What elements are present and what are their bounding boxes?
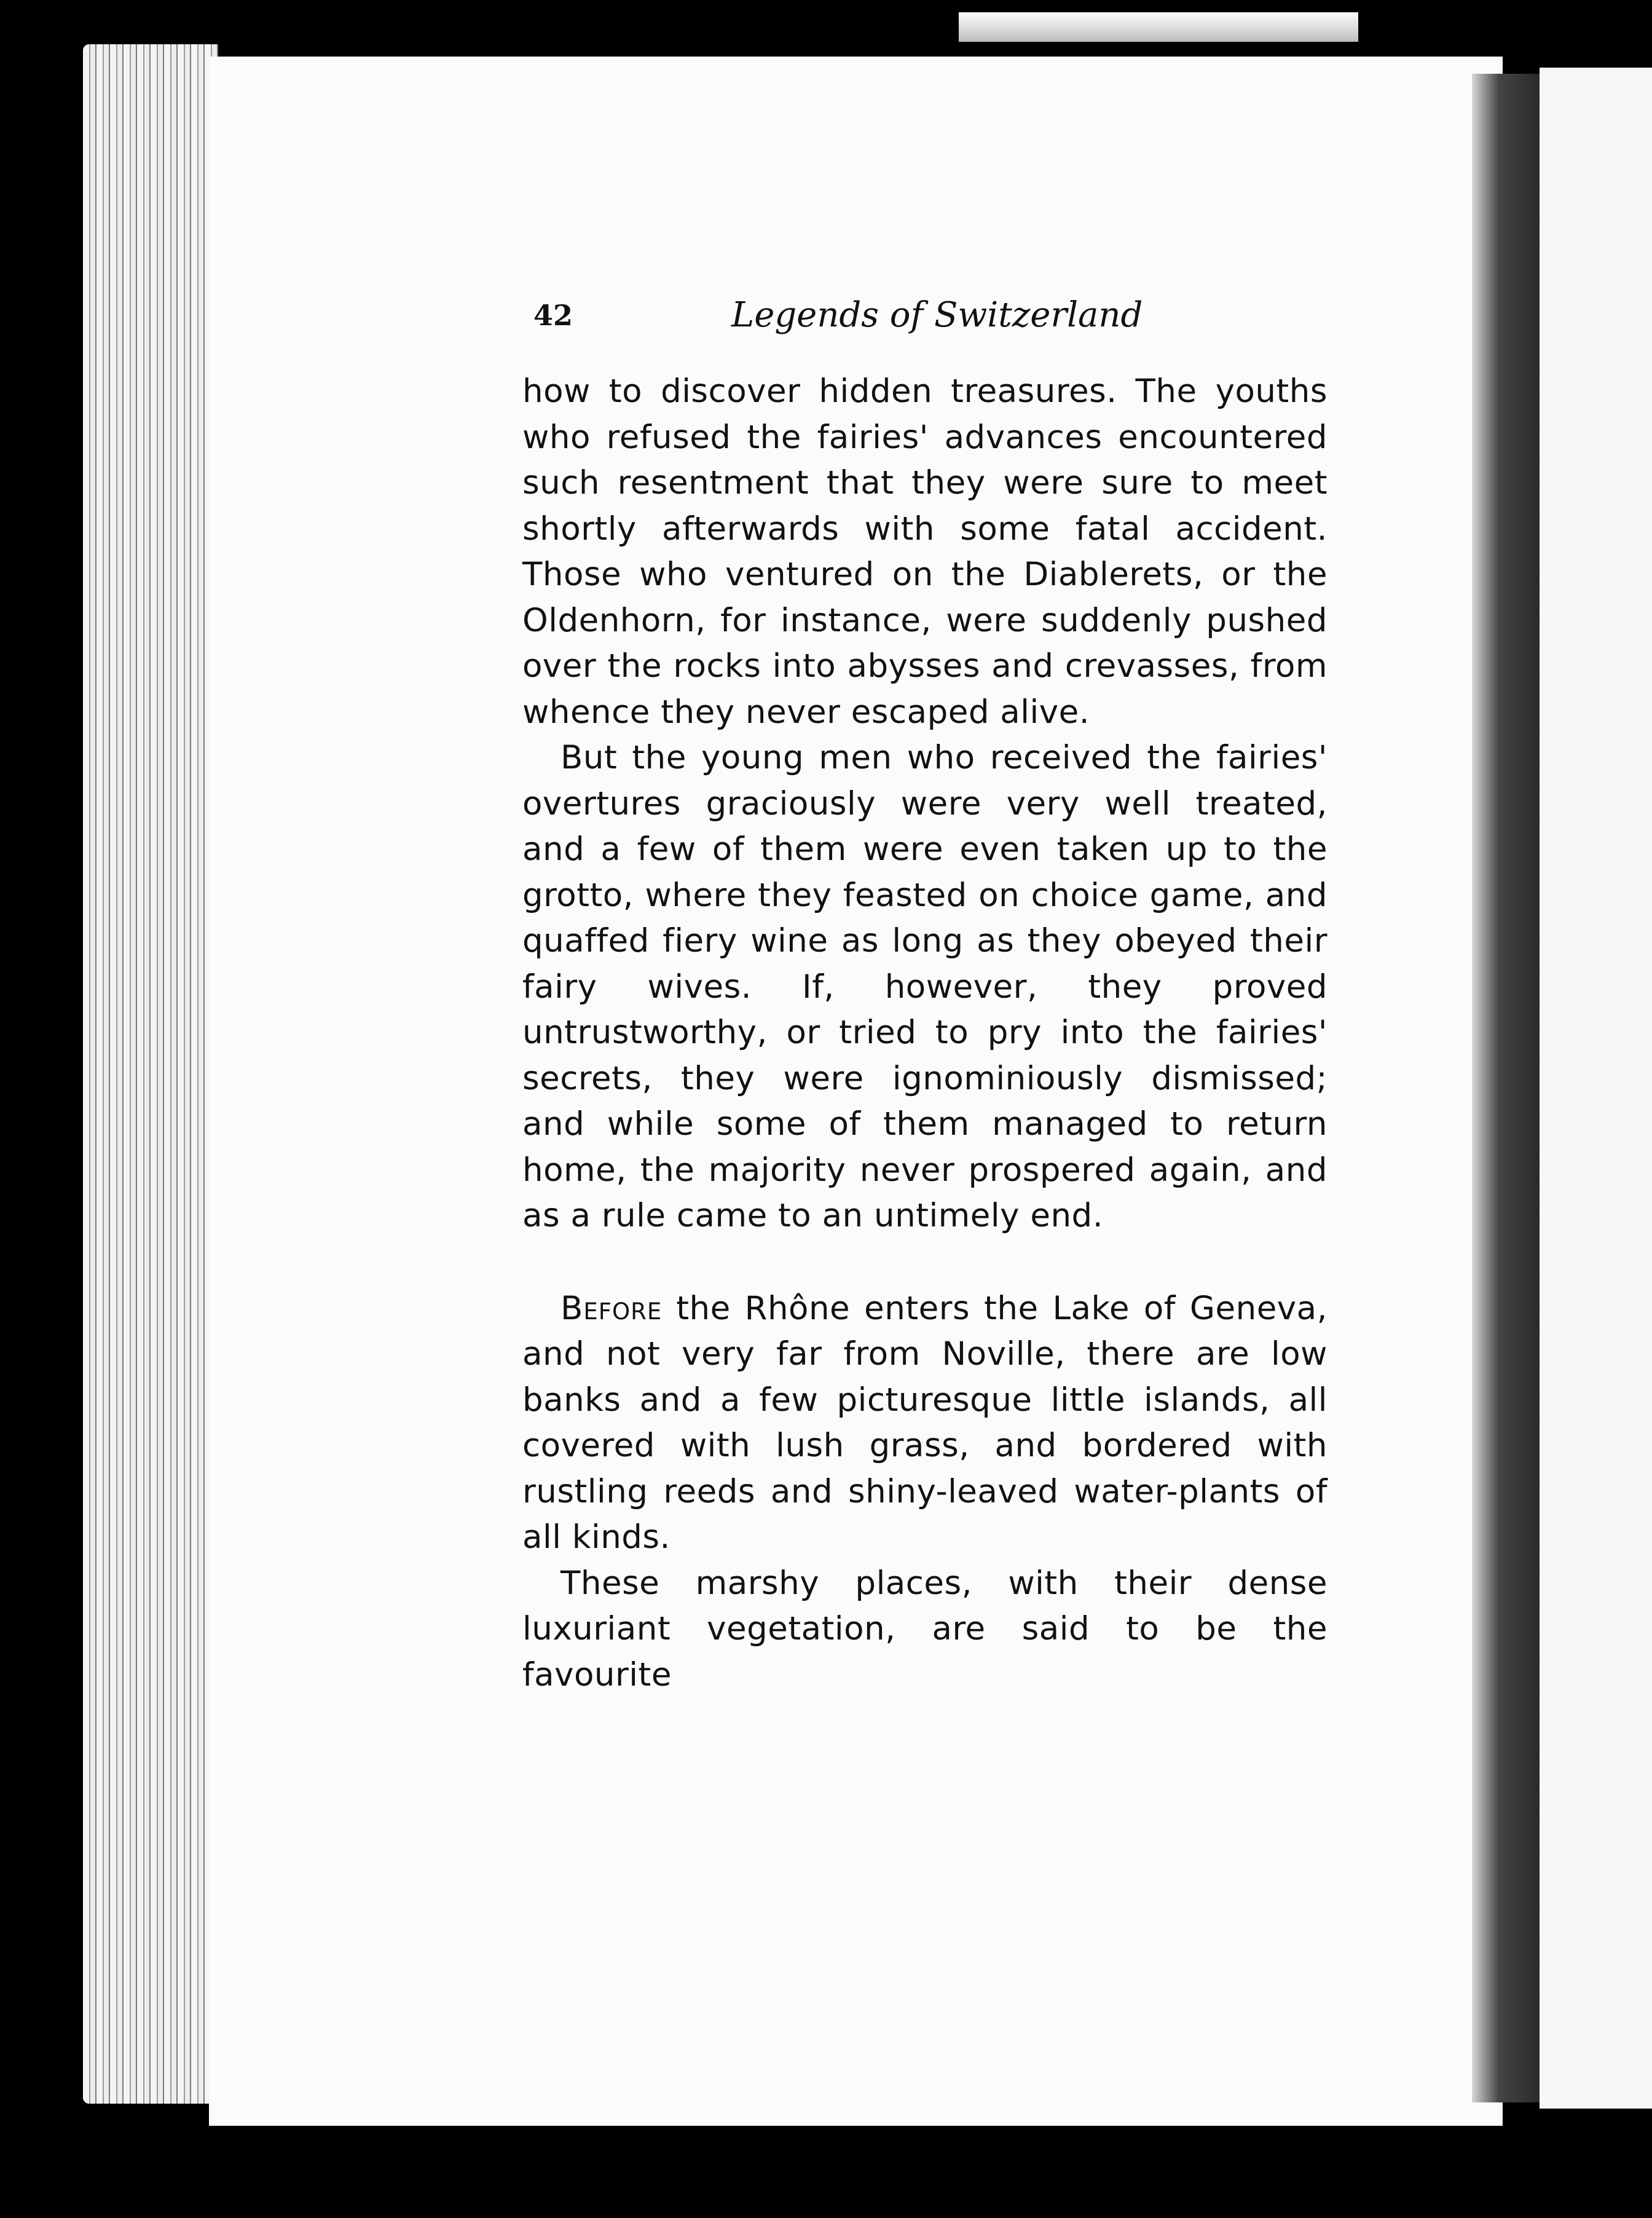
running-head [522,295,1328,344]
paragraph-3 [522,1286,1328,1561]
page-content [522,295,1328,1698]
binding-gutter [1472,74,1540,2102]
paragraph-2 [522,735,1328,1239]
paragraph-1 [522,369,1328,735]
running-title: Legends of Switzerland [731,295,1143,335]
section-break [522,1239,1328,1286]
paragraph-1-text: how to discover hidden treasures. The youths who refused the fairies' advances encountered such resentment that they were sure to meet shortly afterwards with some fatal accident. Those who ventured on the Diablerets, or the Oldenhorn, for instance, were suddenly pushed over the rocks into abysses and crevasses, from whence they never escaped alive. [522,373,1328,731]
stacked-page-edges [83,44,218,2104]
next-page-top-edge [959,12,1358,42]
paragraph-2-text: But the young men who received the fairies' overtures graciously were very well treated, and a few of them were even taken up to the grotto, where they feasted on choice game, and quaffed fiery wine as long as they obeyed their fairy wives. If, however, they proved untrustworthy, or tried to pry into the fairies' secrets, they were ignominiously dismissed; and while some of them managed to return home, the majority never prospered again, and as a rule came to an untimely end. [522,739,1328,1234]
paragraph-4 [522,1561,1328,1699]
paragraph-3-text: the Rhône enters the Lake of Geneva, and not very far from Noville, there are low banks and a few picturesque little islands, all covered with lush grass, and bordered with rustling reeds and shiny-leaved water-plants of all kinds. [522,1289,1328,1556]
paragraph-3-lead-word: Before [560,1289,663,1327]
paragraph-4-text: These marshy places, with their dense luxuriant vegetation, are said to be the favourite [522,1564,1328,1694]
facing-page-edge [1540,68,1652,2109]
page-number: 42 [533,299,573,332]
